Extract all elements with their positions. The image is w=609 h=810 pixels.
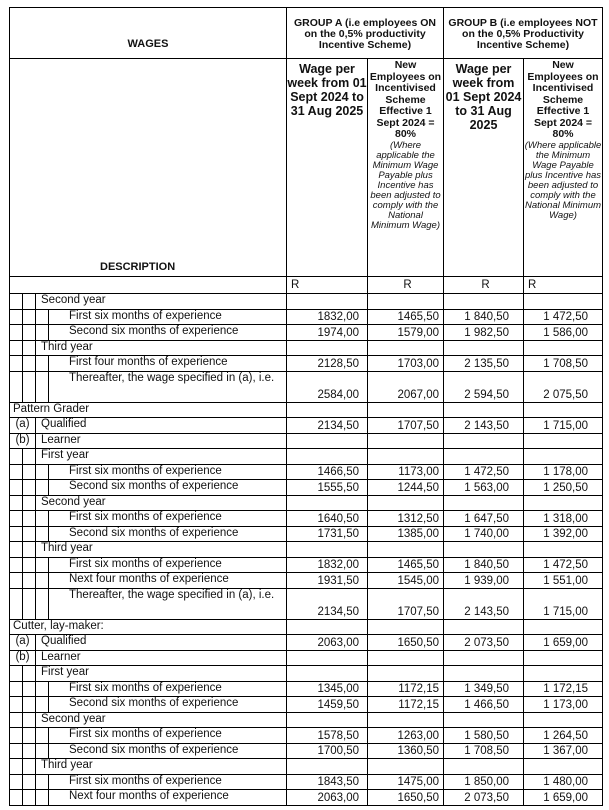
group-b-wage-heading: Wage per week from 01 Sept 2024 to 31 Aug 2025 [444, 59, 524, 277]
wage-value [524, 542, 603, 558]
wage-value: 1707,50 [368, 418, 444, 434]
wage-value [524, 495, 603, 511]
currency-cell: R [368, 277, 444, 294]
wage-value [287, 433, 368, 449]
wage-value: 1 349,50 [444, 681, 524, 697]
wage-value: 1465,50 [368, 309, 444, 325]
wage-value [444, 449, 524, 465]
wage-value [287, 402, 368, 418]
category-label: Cutter, lay-maker: [10, 619, 287, 635]
wage-value: 1650,50 [368, 635, 444, 651]
indent-cell [10, 526, 23, 542]
indent-cell [10, 480, 23, 496]
wage-value [368, 495, 444, 511]
wage-value [368, 619, 444, 635]
wage-value: 1459,50 [287, 697, 368, 713]
table-row [10, 759, 603, 775]
indent-cell [36, 573, 49, 589]
wage-value: 1 472,50 [524, 557, 603, 573]
wage-value [368, 759, 444, 775]
wage-value: 1579,00 [368, 325, 444, 341]
experience-label: First four months of experience [49, 356, 287, 372]
experience-label: First six months of experience [49, 309, 287, 325]
experience-label: Thereafter, the wage specified in (a), i.e. [49, 588, 287, 619]
indent-cell [23, 511, 36, 527]
description-heading: DESCRIPTION [10, 59, 287, 277]
experience-label: First six months of experience [49, 511, 287, 527]
currency-cell: R [287, 277, 368, 294]
wage-value: 1700,50 [287, 743, 368, 759]
wage-value: 1 480,00 [524, 774, 603, 790]
wage-value: 1312,50 [368, 511, 444, 527]
indent-cell [23, 371, 36, 402]
indent-cell [10, 557, 23, 573]
indent-cell [36, 557, 49, 573]
wage-value: 1 647,50 [444, 511, 524, 527]
indent-cell [10, 449, 23, 465]
wage-value [444, 759, 524, 775]
wage-value: 1 264,50 [524, 728, 603, 744]
experience-label: First six months of experience [49, 681, 287, 697]
indent-cell [23, 325, 36, 341]
indent-cell [23, 759, 36, 775]
year-label: First year [36, 449, 287, 465]
wage-value: 1 551,00 [524, 573, 603, 589]
wage-value: 1 472,50 [444, 464, 524, 480]
grade-label: Qualified [36, 418, 287, 434]
wage-value [368, 402, 444, 418]
wage-value: 1832,00 [287, 557, 368, 573]
table-row [10, 526, 603, 542]
table-row [10, 588, 603, 619]
indent-cell [23, 340, 36, 356]
wage-value: 1731,50 [287, 526, 368, 542]
wage-value [524, 340, 603, 356]
indent-cell [23, 743, 36, 759]
wage-value: 1 466,50 [444, 697, 524, 713]
grade-label: Learner [36, 433, 287, 449]
indent-cell [10, 712, 23, 728]
wage-value [287, 666, 368, 682]
indent-cell [10, 790, 23, 806]
grade-label: Learner [36, 650, 287, 666]
wage-value [444, 495, 524, 511]
wages-heading: WAGES [10, 8, 287, 59]
wage-value [287, 759, 368, 775]
wage-value: 1466,50 [287, 464, 368, 480]
wage-value: 1 178,00 [524, 464, 603, 480]
wage-value [287, 294, 368, 310]
indent-cell [23, 495, 36, 511]
wage-value: 1385,00 [368, 526, 444, 542]
indent-cell [23, 573, 36, 589]
indent-cell [10, 681, 23, 697]
wage-value [287, 340, 368, 356]
wage-value [287, 619, 368, 635]
wage-value: 1703,00 [368, 356, 444, 372]
table-row [10, 418, 603, 434]
indent-cell [10, 495, 23, 511]
table-row [10, 650, 603, 666]
wage-value: 1360,50 [368, 743, 444, 759]
indent-cell [10, 743, 23, 759]
wage-value: 2 143,50 [444, 588, 524, 619]
indent-cell [36, 526, 49, 542]
wage-value [368, 666, 444, 682]
wage-value: 1 715,00 [524, 588, 603, 619]
wage-value: 1640,50 [287, 511, 368, 527]
wage-value: 2 594,50 [444, 371, 524, 402]
wage-value [524, 449, 603, 465]
wage-value: 1 250,50 [524, 480, 603, 496]
item-marker: (a) [10, 635, 36, 651]
wage-value: 1832,00 [287, 309, 368, 325]
indent-cell [10, 759, 23, 775]
indent-cell [23, 666, 36, 682]
item-marker: (b) [10, 650, 36, 666]
indent-cell [36, 697, 49, 713]
grade-label: Qualified [36, 635, 287, 651]
indent-cell [36, 511, 49, 527]
wage-value [444, 542, 524, 558]
indent-cell [10, 573, 23, 589]
wage-value: 1263,00 [368, 728, 444, 744]
group-b-new-employees-heading [524, 59, 603, 277]
indent-cell [10, 356, 23, 372]
year-label: Second year [36, 712, 287, 728]
wage-value: 2063,00 [287, 790, 368, 806]
wage-table [9, 7, 603, 806]
wage-value: 1475,00 [368, 774, 444, 790]
table-row [10, 325, 603, 341]
wage-value [368, 650, 444, 666]
wage-value [368, 449, 444, 465]
indent-cell [23, 526, 36, 542]
indent-cell [10, 666, 23, 682]
wage-value: 1 392,00 [524, 526, 603, 542]
wage-value: 1 563,00 [444, 480, 524, 496]
wage-value: 1 708,50 [444, 743, 524, 759]
indent-cell [36, 681, 49, 697]
wage-value: 1578,50 [287, 728, 368, 744]
wage-value [287, 712, 368, 728]
indent-cell [36, 728, 49, 744]
wage-value: 1 472,50 [524, 309, 603, 325]
table-row [10, 356, 603, 372]
group-b-new-employees-title: New Employees on Incentivised Scheme Effective 1 Sept 2024 = 80% [527, 59, 599, 140]
indent-cell [10, 588, 23, 619]
wage-value: 1650,50 [368, 790, 444, 806]
indent-cell [36, 480, 49, 496]
table-row [10, 340, 603, 356]
table-row [10, 294, 603, 310]
wage-value [524, 294, 603, 310]
indent-cell [36, 464, 49, 480]
wage-value: 1244,50 [368, 480, 444, 496]
wage-value: 1931,50 [287, 573, 368, 589]
wage-value [368, 712, 444, 728]
wage-value: 1172,15 [368, 697, 444, 713]
wage-value: 1 367,00 [524, 743, 603, 759]
indent-cell [10, 294, 23, 310]
indent-cell [36, 371, 49, 402]
wage-value: 2 143,50 [444, 418, 524, 434]
wage-value: 1707,50 [368, 588, 444, 619]
year-label: Third year [36, 759, 287, 775]
wage-value: 1173,00 [368, 464, 444, 480]
indent-cell [10, 542, 23, 558]
wage-value [444, 340, 524, 356]
table-row [10, 681, 603, 697]
wage-value: 1 850,00 [444, 774, 524, 790]
indent-cell [23, 712, 36, 728]
indent-cell [23, 309, 36, 325]
table-row [10, 371, 603, 402]
experience-label: Second six months of experience [49, 743, 287, 759]
indent-cell [10, 309, 23, 325]
wage-value: 2128,50 [287, 356, 368, 372]
wage-value [444, 433, 524, 449]
wage-value [368, 542, 444, 558]
wage-value: 1 840,50 [444, 557, 524, 573]
indent-cell [10, 728, 23, 744]
wage-value: 1 580,50 [444, 728, 524, 744]
wage-value [368, 294, 444, 310]
wage-value: 1 659,00 [524, 790, 603, 806]
wage-value: 1974,00 [287, 325, 368, 341]
indent-cell [10, 464, 23, 480]
currency-row-blank [10, 277, 287, 294]
indent-cell [10, 511, 23, 527]
wage-value [368, 433, 444, 449]
wage-value [287, 542, 368, 558]
year-label: Third year [36, 340, 287, 356]
indent-cell [23, 697, 36, 713]
indent-cell [23, 557, 36, 573]
wage-value: 1 708,50 [524, 356, 603, 372]
wage-value [444, 402, 524, 418]
table-row [10, 666, 603, 682]
table-row [10, 495, 603, 511]
wage-value [444, 619, 524, 635]
wage-value: 2 075,50 [524, 371, 603, 402]
table-row [10, 309, 603, 325]
wage-value [524, 759, 603, 775]
wage-value: 2134,50 [287, 418, 368, 434]
indent-cell [23, 294, 36, 310]
indent-cell [23, 790, 36, 806]
indent-cell [23, 774, 36, 790]
wage-value [287, 650, 368, 666]
table-row [10, 635, 603, 651]
wage-value: 2 135,50 [444, 356, 524, 372]
year-label: First year [36, 666, 287, 682]
wage-value: 1 840,50 [444, 309, 524, 325]
indent-cell [36, 356, 49, 372]
table-row [10, 743, 603, 759]
table-row [10, 449, 603, 465]
group-b-new-employees-note: (Where applicable the Minimum Wage Payable plus Incentive has been adjusted to comply with the National Minimum Wage) [524, 139, 602, 221]
wage-value [524, 433, 603, 449]
wage-value: 2584,00 [287, 371, 368, 402]
table-row [10, 728, 603, 744]
currency-row [10, 277, 603, 294]
wage-value [444, 294, 524, 310]
group-a-wage-heading: Wage per week from 01 Sept 2024 to 31 Aug 2025 [287, 59, 368, 277]
table-row [10, 774, 603, 790]
indent-cell [36, 325, 49, 341]
table-row [10, 557, 603, 573]
indent-cell [10, 774, 23, 790]
wage-value [444, 666, 524, 682]
experience-label: Thereafter, the wage specified in (a), i.e. [49, 371, 287, 402]
experience-label: Second six months of experience [49, 526, 287, 542]
year-label: Third year [36, 542, 287, 558]
category-label: Pattern Grader [10, 402, 287, 418]
group-a-new-employees-heading [368, 59, 444, 277]
wage-value [287, 495, 368, 511]
wage-value [524, 619, 603, 635]
wage-value [444, 712, 524, 728]
wage-value [524, 712, 603, 728]
wage-value: 2 073,50 [444, 790, 524, 806]
experience-label: First six months of experience [49, 464, 287, 480]
indent-cell [23, 449, 36, 465]
wage-value: 2067,00 [368, 371, 444, 402]
wage-value [444, 650, 524, 666]
wage-value [524, 650, 603, 666]
table-row [10, 712, 603, 728]
wage-value [287, 449, 368, 465]
table-row [10, 433, 603, 449]
experience-label: Second six months of experience [49, 325, 287, 341]
experience-label: Second six months of experience [49, 480, 287, 496]
wage-value: 1843,50 [287, 774, 368, 790]
currency-cell: R [524, 277, 603, 294]
group-a-new-employees-title: New Employees on Incentivised Scheme Effective 1 Sept 2024 = 80% [369, 59, 442, 140]
table-row [10, 619, 603, 635]
year-label: Second year [36, 294, 287, 310]
table-row [10, 511, 603, 527]
wage-value: 1172,15 [368, 681, 444, 697]
indent-cell [36, 790, 49, 806]
wage-value: 1 939,00 [444, 573, 524, 589]
wage-value: 1 318,00 [524, 511, 603, 527]
indent-cell [36, 588, 49, 619]
experience-label: Second six months of experience [49, 697, 287, 713]
indent-cell [36, 309, 49, 325]
table-row [10, 542, 603, 558]
experience-label: First six months of experience [49, 774, 287, 790]
wage-value [524, 666, 603, 682]
indent-cell [10, 697, 23, 713]
indent-cell [10, 371, 23, 402]
table-row [10, 697, 603, 713]
group-b-heading: GROUP B (i.e employees NOT on the 0,5% Productivity Incentive Scheme) [444, 8, 603, 59]
table-row [10, 480, 603, 496]
table-row [10, 573, 603, 589]
indent-cell [10, 325, 23, 341]
wage-value: 2063,00 [287, 635, 368, 651]
wage-value: 1 715,00 [524, 418, 603, 434]
indent-cell [36, 774, 49, 790]
indent-cell [23, 681, 36, 697]
currency-cell: R [444, 277, 524, 294]
wage-value: 1465,50 [368, 557, 444, 573]
year-label: Second year [36, 495, 287, 511]
experience-label: First six months of experience [49, 557, 287, 573]
indent-cell [23, 480, 36, 496]
indent-cell [10, 340, 23, 356]
wage-value: 1555,50 [287, 480, 368, 496]
wage-value: 1 586,00 [524, 325, 603, 341]
indent-cell [23, 464, 36, 480]
wage-value: 1545,00 [368, 573, 444, 589]
experience-label: Next four months of experience [49, 790, 287, 806]
group-a-heading: GROUP A (i.e employees ON on the 0,5% productivity Incentive Scheme) [287, 8, 444, 59]
indent-cell [36, 743, 49, 759]
experience-label: Next four months of experience [49, 573, 287, 589]
wage-value: 1 172,15 [524, 681, 603, 697]
group-a-new-employees-note: (Where applicable the Minimum Wage Payable plus Incentive has been adjusted to comply with the National Minimum Wage) [370, 139, 441, 231]
indent-cell [23, 356, 36, 372]
indent-cell [23, 588, 36, 619]
wage-value [368, 340, 444, 356]
experience-label: First six months of experience [49, 728, 287, 744]
table-row [10, 402, 603, 418]
table-row [10, 464, 603, 480]
wage-value: 1 740,00 [444, 526, 524, 542]
wage-value: 2134,50 [287, 588, 368, 619]
wage-schedule [9, 7, 602, 806]
wage-value: 1 982,50 [444, 325, 524, 341]
wage-value [524, 402, 603, 418]
item-marker: (a) [10, 418, 36, 434]
wage-value: 1345,00 [287, 681, 368, 697]
item-marker: (b) [10, 433, 36, 449]
table-row [10, 790, 603, 806]
wage-value: 1 659,00 [524, 635, 603, 651]
wage-value: 2 073,50 [444, 635, 524, 651]
wage-value: 1 173,00 [524, 697, 603, 713]
indent-cell [23, 728, 36, 744]
indent-cell [23, 542, 36, 558]
